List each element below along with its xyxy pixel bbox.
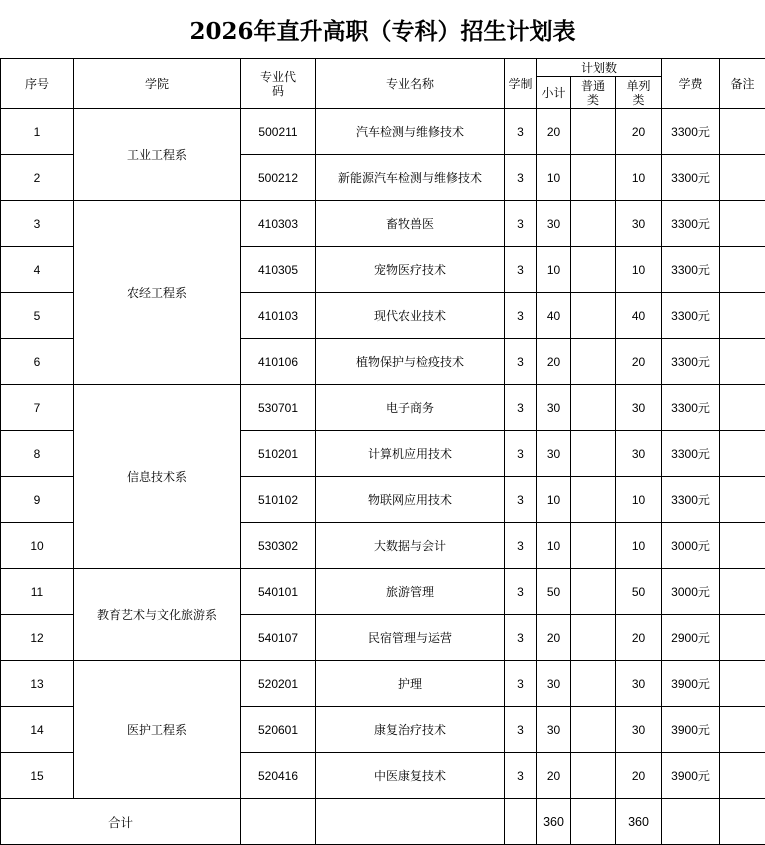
code-cell: 510201 — [241, 431, 316, 477]
seq-cell: 8 — [1, 431, 74, 477]
fee-cell: 3300元 — [662, 431, 720, 477]
years-cell: 3 — [505, 615, 537, 661]
subtotal-cell: 10 — [537, 477, 571, 523]
seq-cell: 3 — [1, 201, 74, 247]
subtotal-cell: 20 — [537, 753, 571, 799]
seq-cell: 1 — [1, 109, 74, 155]
college-cell: 农经工程系 — [74, 201, 241, 385]
subtotal-cell: 30 — [537, 707, 571, 753]
general-cell — [571, 247, 616, 293]
total-general-cell — [571, 799, 616, 845]
note-cell — [720, 247, 765, 293]
table-row — [1, 569, 765, 615]
single-cell: 30 — [616, 201, 662, 247]
fee-cell: 2900元 — [662, 615, 720, 661]
table-row — [1, 201, 765, 247]
years-cell: 3 — [505, 155, 537, 201]
single-cell: 10 — [616, 523, 662, 569]
note-cell — [720, 615, 765, 661]
total-single: 360 — [616, 799, 662, 845]
single-cell: 10 — [616, 155, 662, 201]
fee-cell: 3300元 — [662, 201, 720, 247]
single-cell: 40 — [616, 293, 662, 339]
name-cell: 民宿管理与运营 — [316, 615, 505, 661]
header-subtotal: 小计 — [537, 77, 571, 109]
name-cell: 新能源汽车检测与维修技术 — [316, 155, 505, 201]
years-cell: 3 — [505, 201, 537, 247]
years-cell: 3 — [505, 661, 537, 707]
years-cell: 3 — [505, 753, 537, 799]
name-cell: 畜牧兽医 — [316, 201, 505, 247]
single-cell: 50 — [616, 569, 662, 615]
name-cell: 电子商务 — [316, 385, 505, 431]
header-college: 学院 — [74, 59, 241, 109]
code-cell: 510102 — [241, 477, 316, 523]
code-cell: 520416 — [241, 753, 316, 799]
subtotal-cell: 40 — [537, 293, 571, 339]
header-code: 专业代码 — [241, 59, 316, 109]
note-cell — [720, 661, 765, 707]
seq-cell: 2 — [1, 155, 74, 201]
single-cell: 30 — [616, 661, 662, 707]
general-cell — [571, 615, 616, 661]
single-cell: 20 — [616, 339, 662, 385]
note-cell — [720, 523, 765, 569]
header-single: 单列类 — [616, 77, 662, 109]
note-cell — [720, 385, 765, 431]
total-years-cell — [505, 799, 537, 845]
single-cell: 30 — [616, 431, 662, 477]
name-cell: 计算机应用技术 — [316, 431, 505, 477]
table-row — [1, 109, 765, 155]
subtotal-cell: 50 — [537, 569, 571, 615]
seq-cell: 5 — [1, 293, 74, 339]
general-cell — [571, 707, 616, 753]
seq-cell: 11 — [1, 569, 74, 615]
subtotal-cell: 10 — [537, 155, 571, 201]
fee-cell: 3300元 — [662, 293, 720, 339]
college-cell: 信息技术系 — [74, 385, 241, 569]
fee-cell: 3000元 — [662, 569, 720, 615]
code-cell: 540101 — [241, 569, 316, 615]
general-cell — [571, 569, 616, 615]
single-cell: 20 — [616, 109, 662, 155]
general-cell — [571, 109, 616, 155]
subtotal-cell: 20 — [537, 109, 571, 155]
seq-cell: 6 — [1, 339, 74, 385]
subtotal-cell: 10 — [537, 247, 571, 293]
single-cell: 20 — [616, 753, 662, 799]
fee-cell: 3900元 — [662, 661, 720, 707]
code-cell: 410305 — [241, 247, 316, 293]
name-cell: 大数据与会计 — [316, 523, 505, 569]
enrollment-plan-table — [0, 58, 765, 845]
code-cell: 540107 — [241, 615, 316, 661]
years-cell: 3 — [505, 523, 537, 569]
code-cell: 410106 — [241, 339, 316, 385]
header-name: 专业名称 — [316, 59, 505, 109]
general-cell — [571, 431, 616, 477]
general-cell — [571, 201, 616, 247]
single-cell: 30 — [616, 385, 662, 431]
seq-cell: 12 — [1, 615, 74, 661]
fee-cell: 3300元 — [662, 385, 720, 431]
college-cell: 教育艺术与文化旅游系 — [74, 569, 241, 661]
header-seq: 序号 — [1, 59, 74, 109]
seq-cell: 10 — [1, 523, 74, 569]
name-cell: 物联网应用技术 — [316, 477, 505, 523]
code-cell: 520201 — [241, 661, 316, 707]
seq-cell: 15 — [1, 753, 74, 799]
fee-cell: 3300元 — [662, 155, 720, 201]
name-cell: 中医康复技术 — [316, 753, 505, 799]
general-cell — [571, 385, 616, 431]
note-cell — [720, 201, 765, 247]
code-cell: 530701 — [241, 385, 316, 431]
seq-cell: 9 — [1, 477, 74, 523]
name-cell: 旅游管理 — [316, 569, 505, 615]
years-cell: 3 — [505, 477, 537, 523]
total-fee-cell — [662, 799, 720, 845]
fee-cell: 3300元 — [662, 477, 720, 523]
note-cell — [720, 339, 765, 385]
name-cell: 现代农业技术 — [316, 293, 505, 339]
header-plan: 计划数 — [537, 59, 662, 77]
subtotal-cell: 20 — [537, 339, 571, 385]
years-cell: 3 — [505, 431, 537, 477]
total-code-cell — [241, 799, 316, 845]
note-cell — [720, 155, 765, 201]
fee-cell: 3000元 — [662, 523, 720, 569]
years-cell: 3 — [505, 293, 537, 339]
seq-cell: 13 — [1, 661, 74, 707]
header-years: 学制 — [505, 59, 537, 109]
header-note: 备注 — [720, 59, 765, 109]
general-cell — [571, 753, 616, 799]
code-cell: 500212 — [241, 155, 316, 201]
name-cell: 康复治疗技术 — [316, 707, 505, 753]
subtotal-cell: 30 — [537, 661, 571, 707]
general-cell — [571, 339, 616, 385]
fee-cell: 3300元 — [662, 247, 720, 293]
note-cell — [720, 431, 765, 477]
fee-cell: 3300元 — [662, 339, 720, 385]
subtotal-cell: 30 — [537, 385, 571, 431]
fee-cell: 3900元 — [662, 753, 720, 799]
name-cell: 植物保护与检疫技术 — [316, 339, 505, 385]
general-cell — [571, 155, 616, 201]
note-cell — [720, 569, 765, 615]
code-cell: 530302 — [241, 523, 316, 569]
subtotal-cell: 30 — [537, 431, 571, 477]
single-cell: 30 — [616, 707, 662, 753]
header-general: 普通类 — [571, 77, 616, 109]
years-cell: 3 — [505, 569, 537, 615]
note-cell — [720, 753, 765, 799]
college-cell: 医护工程系 — [74, 661, 241, 799]
general-cell — [571, 293, 616, 339]
total-label: 合计 — [1, 799, 241, 845]
note-cell — [720, 477, 765, 523]
total-note-cell — [720, 799, 765, 845]
code-cell: 410103 — [241, 293, 316, 339]
single-cell: 10 — [616, 477, 662, 523]
name-cell: 护理 — [316, 661, 505, 707]
name-cell: 汽车检测与维修技术 — [316, 109, 505, 155]
years-cell: 3 — [505, 707, 537, 753]
seq-cell: 7 — [1, 385, 74, 431]
college-cell: 工业工程系 — [74, 109, 241, 201]
note-cell — [720, 707, 765, 753]
single-cell: 10 — [616, 247, 662, 293]
years-cell: 3 — [505, 339, 537, 385]
header-fee: 学费 — [662, 59, 720, 109]
code-cell: 410303 — [241, 201, 316, 247]
subtotal-cell: 30 — [537, 201, 571, 247]
subtotal-cell: 20 — [537, 615, 571, 661]
single-cell: 20 — [616, 615, 662, 661]
note-cell — [720, 293, 765, 339]
name-cell: 宠物医疗技术 — [316, 247, 505, 293]
page-title: 2026年直升高职（专科）招生计划表 — [189, 17, 576, 45]
seq-cell: 4 — [1, 247, 74, 293]
table-row — [1, 385, 765, 431]
years-cell: 3 — [505, 385, 537, 431]
fee-cell: 3900元 — [662, 707, 720, 753]
total-row — [1, 799, 765, 845]
total-name-cell — [316, 799, 505, 845]
subtotal-cell: 10 — [537, 523, 571, 569]
years-cell: 3 — [505, 109, 537, 155]
code-cell: 520601 — [241, 707, 316, 753]
code-cell: 500211 — [241, 109, 316, 155]
general-cell — [571, 661, 616, 707]
fee-cell: 3300元 — [662, 109, 720, 155]
note-cell — [720, 109, 765, 155]
years-cell: 3 — [505, 247, 537, 293]
total-subtotal: 360 — [537, 799, 571, 845]
general-cell — [571, 477, 616, 523]
general-cell — [571, 523, 616, 569]
table-row — [1, 661, 765, 707]
seq-cell: 14 — [1, 707, 74, 753]
